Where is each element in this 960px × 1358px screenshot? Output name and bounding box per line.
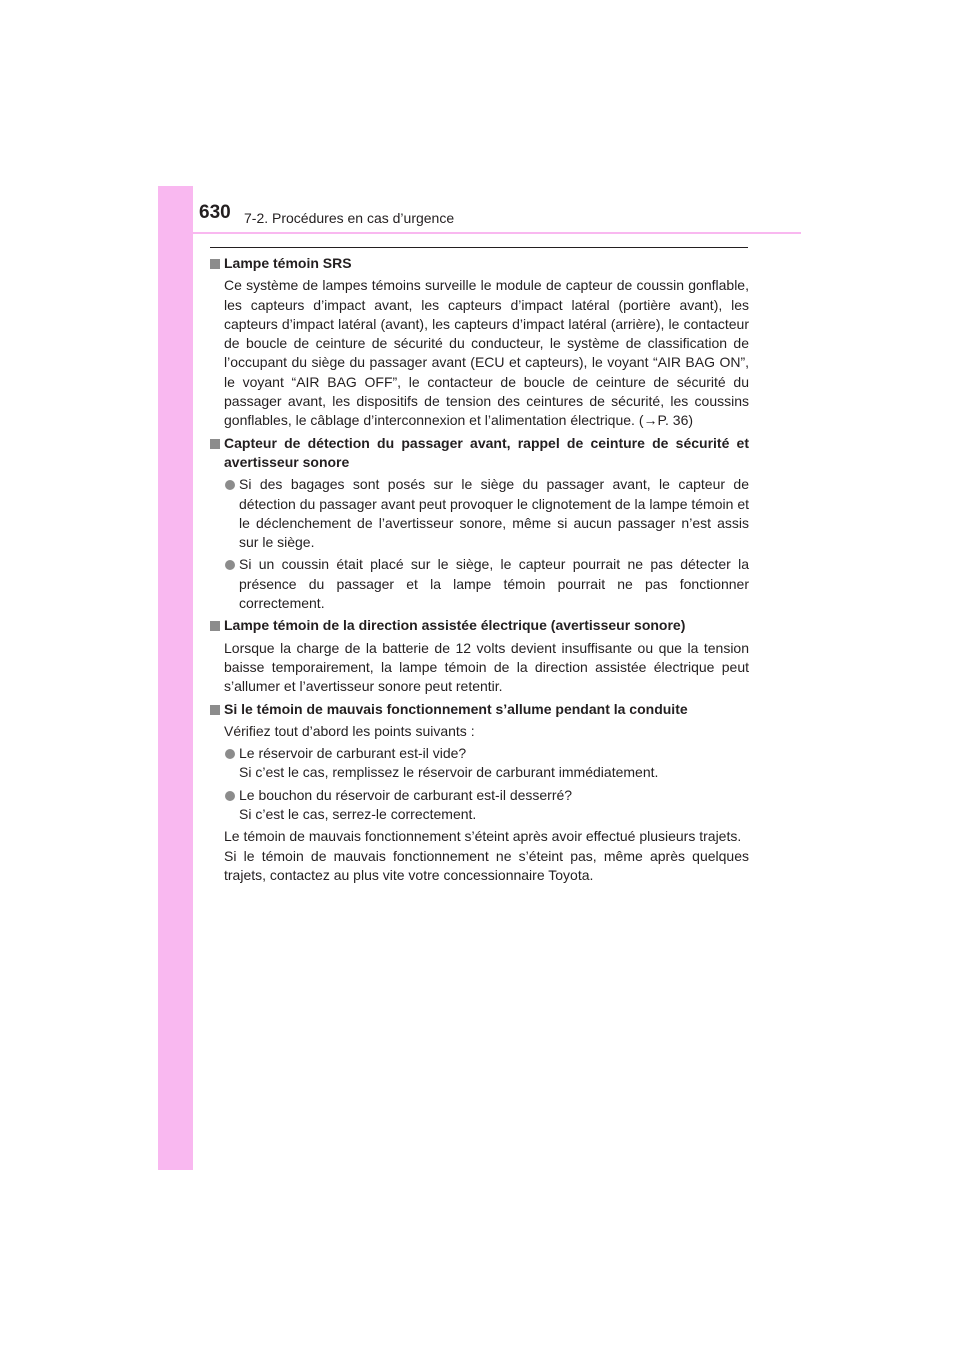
section-title: Si le témoin de mauvais fonctionnement s’allume pendant la conduite	[210, 700, 749, 719]
circle-bullet-icon	[225, 791, 235, 801]
section-rule	[210, 247, 748, 248]
square-bullet-icon	[210, 705, 220, 715]
page-number: 630	[199, 202, 231, 223]
circle-bullet-icon	[225, 560, 235, 570]
circle-bullet-icon	[225, 749, 235, 759]
section-text: Ce système de lampes témoins surveille le module de capteur de coussin gonflable, les capteurs d’impact avant, les capteurs d’impact latéral (portière avant), les capteurs d’impact latéral (avant), les capteurs d’impact latéral (arrière), le contacteur de boucle de ceinture de sécurité du conducteur, le système de classification de l’occupant du siège du passager avant (ECU et capteurs), le voyant “AIR BAG ON”, le voyant “AIR BAG OFF”, le contacteur de boucle de ceinture de sécurité du passager avant, les dispositifs de tension des ceintures de sécurité, les coussins gonflables, le câblage d’interconnexion et l’alimentation électrique. (→P. 36)	[224, 277, 749, 429]
section-title: Lampe témoin de la direction assistée électrique (avertisseur sonore)	[210, 616, 749, 635]
section-intro: Vérifiez tout d’abord les points suivants :	[224, 722, 475, 739]
section-title: Lampe témoin SRS	[210, 254, 749, 273]
section-srs-warning-light	[210, 254, 749, 431]
square-bullet-icon	[210, 439, 220, 449]
section-power-steering-light	[210, 616, 749, 696]
square-bullet-icon	[210, 621, 220, 631]
list-item: Si un coussin était placé sur le siège, le capteur pourrait ne pas détecter la présence du passager et la lampe témoin pourrait ne pas fonctionner correctement.	[210, 555, 749, 613]
list-item: Le bouchon du réservoir de carburant est-il desserré? Si c’est le cas, serrez-le correctement.	[210, 786, 749, 825]
section-text: Lorsque la charge de la batterie de 12 volts devient insuffisante ou que la tension baisse temporairement, la lampe témoin de la direction assistée électrique peut s’allumer et l’avertisseur sonore peut retentir.	[224, 639, 749, 695]
section-malfunction-light	[210, 700, 749, 886]
header-divider	[158, 232, 801, 234]
square-bullet-icon	[210, 259, 220, 269]
chapter-title: 7-2. Procédures en cas d’urgence	[244, 210, 455, 226]
list-item: Si des bagages sont posés sur le siège du passager avant, le capteur de détection du passager avant peut provoquer le clignotement de la lampe témoin et le déclenchement de l’avertisseur sonore, même si aucun passager n’est assis sur le siège.	[210, 475, 749, 552]
list-item: Le réservoir de carburant est-il vide? Si c’est le cas, remplissez le réservoir de carburant immédiatement.	[210, 744, 749, 783]
page-content	[210, 254, 749, 888]
chapter-color-strip	[158, 186, 193, 1170]
section-outro: Le témoin de mauvais fonctionnement s’éteint après avoir effectué plusieurs trajets. Si le témoin de mauvais fonctionnement ne s’éteint pas, même après quelques trajets, contactez au plus vite votre concessionnaire Toyota.	[224, 828, 749, 883]
circle-bullet-icon	[225, 480, 235, 490]
section-passenger-sensor	[210, 434, 749, 614]
section-title: Capteur de détection du passager avant, rappel de ceinture de sécurité et avertisseur sonore	[210, 434, 749, 473]
